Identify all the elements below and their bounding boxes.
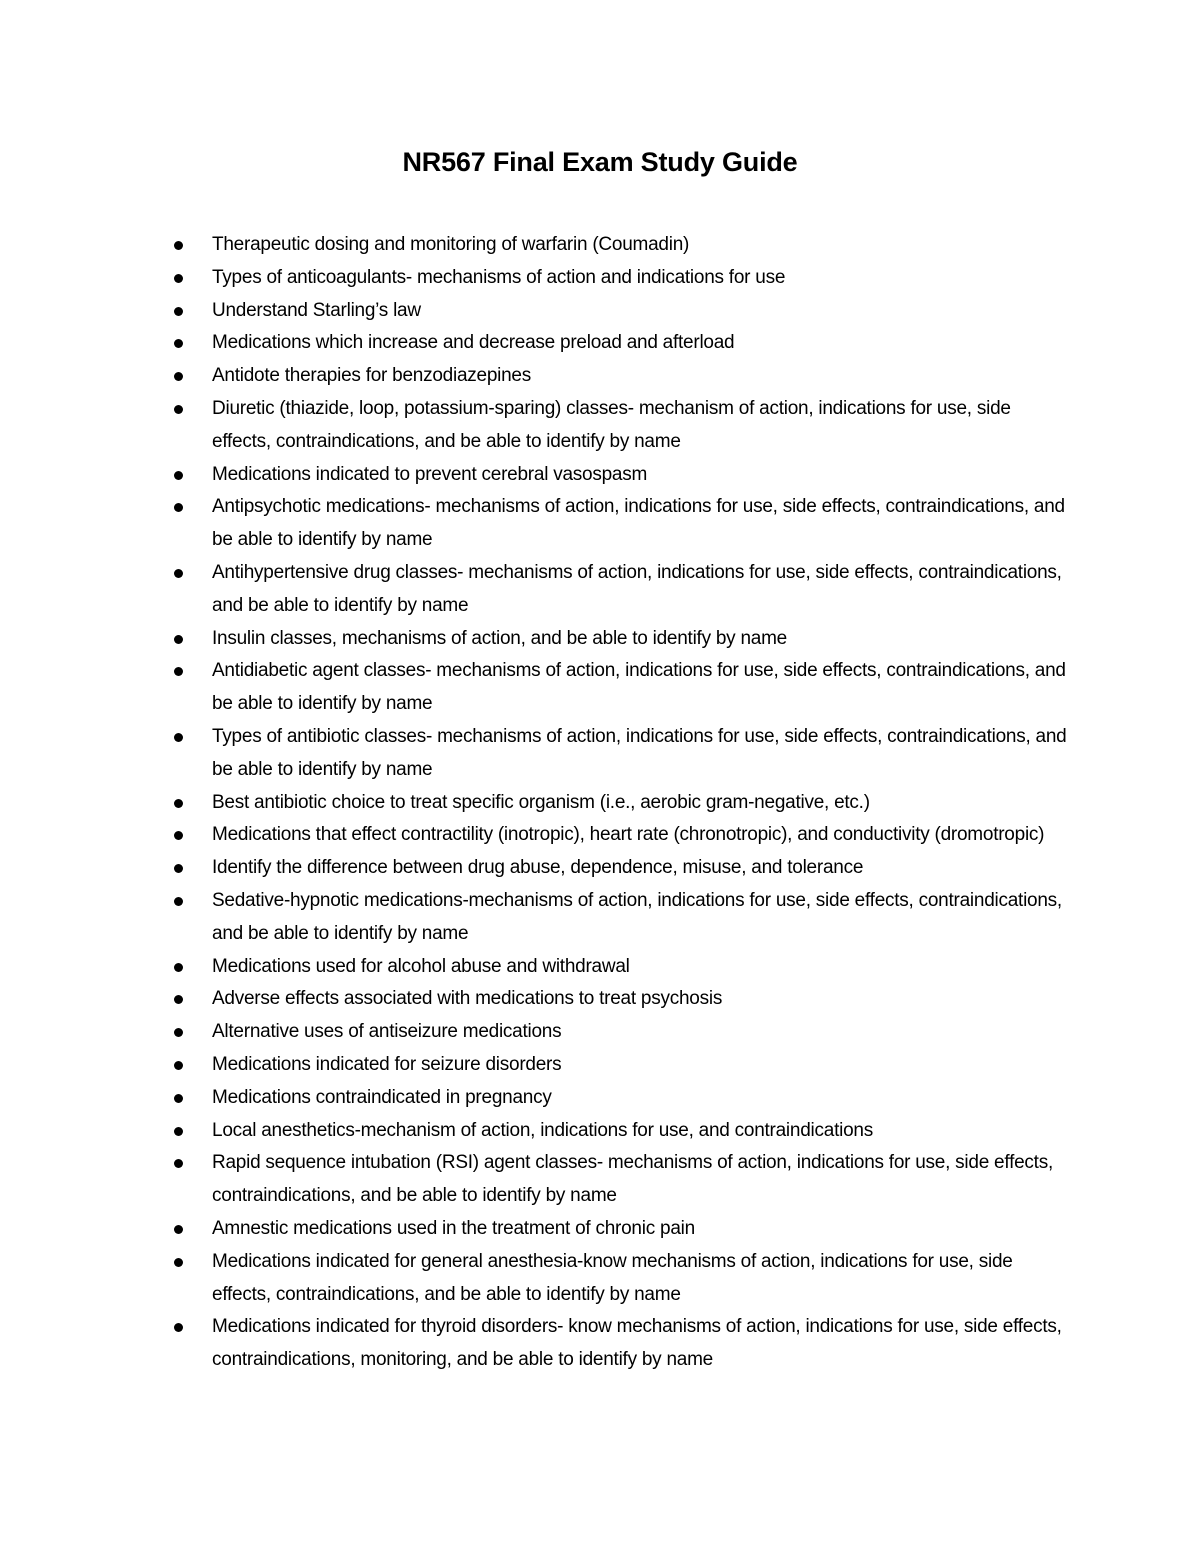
list-item-text: Medications indicated for general anesthesia-know mechanisms of action, indications for use, side effects, contraindications, and be able to identify by name: [212, 1250, 1013, 1305]
list-item-text: Medications indicated to prevent cerebral vasospasm: [212, 463, 648, 485]
bullet-icon: [174, 667, 183, 676]
list-item-text: Identify the difference between drug abuse, dependence, misuse, and tolerance: [212, 857, 864, 879]
list-item: [212, 951, 1072, 984]
bullet-icon: [174, 1127, 183, 1136]
list-item: [212, 1016, 1072, 1049]
bullet-icon: [174, 1323, 183, 1332]
list-item-text: Insulin classes, mechanisms of action, and be able to identify by name: [212, 627, 787, 649]
bullet-icon: [174, 372, 183, 381]
bullet-icon: [174, 1028, 183, 1037]
list-item-text: Therapeutic dosing and monitoring of warfarin (Coumadin): [212, 234, 690, 255]
list-item: [212, 721, 1072, 787]
list-item: [212, 360, 1072, 393]
list-item-text: Medications indicated for seizure disorders: [212, 1053, 562, 1075]
bullet-icon: [174, 864, 183, 873]
bullet-icon: [174, 274, 183, 283]
list-item: [212, 655, 1072, 721]
bullet-icon: [174, 831, 183, 840]
list-item: [212, 1082, 1072, 1115]
list-item-text: Antidote therapies for benzodiazepines: [212, 365, 532, 387]
list-item-text: Understand Starling’s law: [212, 299, 421, 321]
list-item: [212, 983, 1072, 1016]
study-guide-bullet-list: [212, 229, 1072, 1377]
bullet-icon: [174, 635, 183, 644]
bullet-icon: [174, 241, 183, 250]
list-item-text: Antidiabetic agent classes- mechanisms of action, indications for use, side effects, contraindications, and be able to identify by name: [212, 660, 1066, 715]
bullet-icon: [174, 1061, 183, 1070]
bullet-icon: [174, 1094, 183, 1103]
document-title: NR567 Final Exam Study Guide: [402, 147, 798, 177]
list-item-text: Local anesthetics-mechanism of action, indications for use, and contraindications: [212, 1119, 873, 1141]
list-item: [212, 229, 1072, 262]
list-item-text: Diuretic (thiazide, loop, potassium-sparing) classes- mechanism of action, indications for use, side effects, contraindications, and be able to identify by name: [212, 397, 1011, 452]
bullet-icon: [174, 995, 183, 1004]
list-item: [212, 459, 1072, 492]
bullet-icon: [174, 307, 183, 316]
list-item: [212, 557, 1072, 623]
list-item: [212, 1246, 1072, 1312]
list-item: [212, 852, 1072, 885]
list-item-text: Medications that effect contractility (inotropic), heart rate (chronotropic), and conductivity (dromotropic): [212, 824, 1045, 846]
list-item: [212, 1147, 1072, 1213]
list-item: [212, 1115, 1072, 1148]
list-item: [212, 1213, 1072, 1246]
list-item: [212, 623, 1072, 656]
list-item-text: Antipsychotic medications- mechanisms of action, indications for use, side effects, contraindications, and be able to identify by name: [212, 496, 1065, 551]
list-item: [212, 262, 1072, 295]
list-item-text: Medications used for alcohol abuse and withdrawal: [212, 955, 630, 977]
list-item-text: Medications indicated for thyroid disorders- know mechanisms of action, indications for use, side effects, contraindications, monitoring, and be able to identify by name: [212, 1316, 1062, 1371]
list-item: [212, 819, 1072, 852]
bullet-icon: [174, 963, 183, 972]
bullet-icon: [174, 1225, 183, 1234]
list-item-text: Types of antibiotic classes- mechanisms of action, indications for use, side effects, contraindications, and be able to identify by name: [212, 725, 1067, 780]
list-item: [212, 787, 1072, 820]
list-item: [212, 885, 1072, 951]
list-item-text: Best antibiotic choice to treat specific organism (i.e., aerobic gram-negative, etc.): [212, 791, 870, 813]
list-item-text: Adverse effects associated with medications to treat psychosis: [212, 988, 723, 1010]
list-item: [212, 327, 1072, 360]
list-item: [212, 393, 1072, 459]
list-item: [212, 295, 1072, 328]
bullet-icon: [174, 733, 183, 742]
bullet-icon: [174, 339, 183, 348]
bullet-icon: [174, 471, 183, 480]
bullet-icon: [174, 569, 183, 578]
bullet-icon: [174, 405, 183, 414]
list-item-text: Amnestic medications used in the treatment of chronic pain: [212, 1217, 695, 1239]
list-item-text: Alternative uses of antiseizure medications: [212, 1021, 562, 1043]
bullet-icon: [174, 1159, 183, 1168]
list-item-text: Antihypertensive drug classes- mechanisms of action, indications for use, side effects, contraindications, and be able to identify by name: [212, 561, 1062, 616]
list-item-text: Sedative-hypnotic medications-mechanisms of action, indications for use, side effects, contraindications, and be able to identify by name: [212, 889, 1062, 944]
bullet-icon: [174, 799, 183, 808]
list-item-text: Medications which increase and decrease preload and afterload: [212, 332, 735, 354]
list-item-text: Types of anticoagulants- mechanisms of action and indications for use: [212, 266, 786, 288]
bullet-icon: [174, 503, 183, 512]
list-item: [212, 1049, 1072, 1082]
list-item-text: Rapid sequence intubation (RSI) agent classes- mechanisms of action, indications for use, side effects, contraindications, and be able to identify by name: [212, 1152, 1053, 1207]
list-item: [212, 1311, 1072, 1377]
bullet-icon: [174, 897, 183, 906]
list-item-text: Medications contraindicated in pregnancy: [212, 1086, 552, 1108]
bullet-icon: [174, 1258, 183, 1267]
list-item: [212, 491, 1072, 557]
